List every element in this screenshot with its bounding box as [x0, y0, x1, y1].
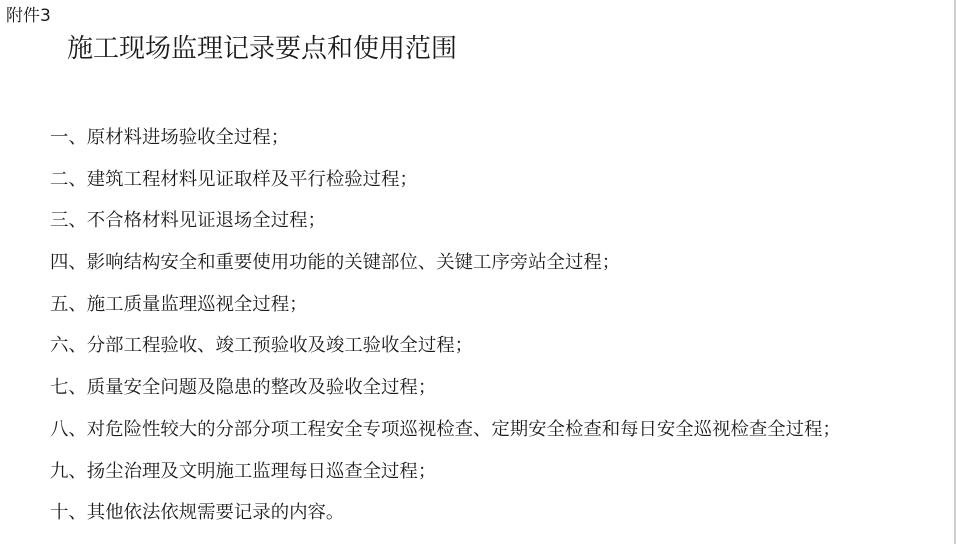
list-item-6: 六、分部工程验收、竣工预验收及竣工验收全过程；: [50, 335, 473, 357]
item-list: [50, 117, 841, 534]
list-item-7: 七、质量安全问题及隐患的整改及验收全过程；: [50, 377, 437, 399]
attachment-label: 附件3: [6, 6, 51, 26]
list-item-4: 四、影响结构安全和重要使用功能的关键部位、关键工序旁站全过程；: [50, 252, 621, 274]
list-item-2: 二、建筑工程材料见证取样及平行检验过程；: [50, 168, 418, 190]
document-title: 施工现场监理记录要点和使用范围: [67, 34, 458, 64]
list-item-9: 九、扬尘治理及文明施工监理每日巡查全过程；: [50, 460, 437, 482]
list-item-5: 五、施工质量监理巡视全过程；: [50, 293, 308, 315]
list-item-8: 八、对危险性较大的分部分项工程安全专项巡视检查、定期安全检查和每日安全巡视检查全过程；: [50, 418, 841, 440]
list-item-10: 十、其他依法依规需要记录的内容。: [50, 502, 345, 524]
list-item-3: 三、不合格材料见证退场全过程；: [50, 210, 326, 232]
list-item-1: 一、原材料进场验收全过程；: [50, 127, 290, 148]
